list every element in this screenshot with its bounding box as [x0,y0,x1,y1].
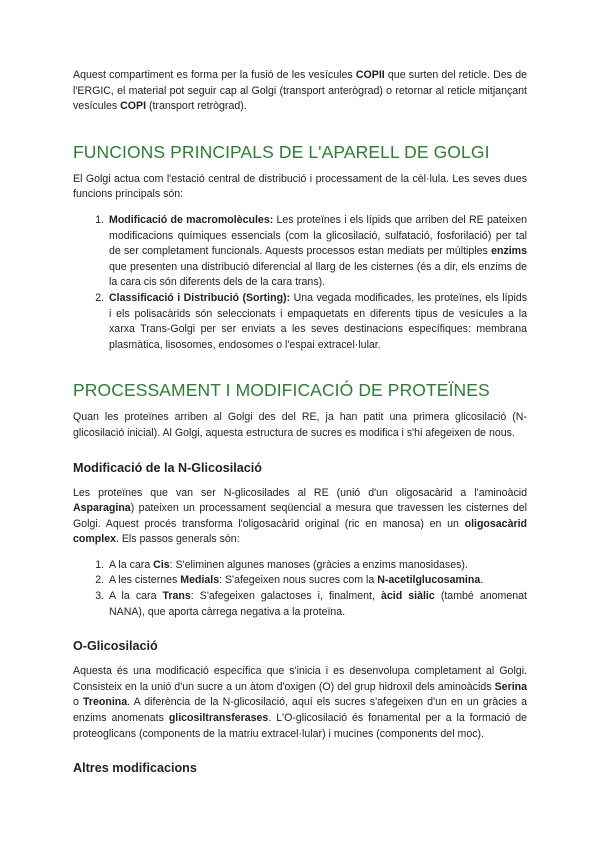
o-glycosylation-paragraph: Aquesta és una modificació específica que s'inicia i es desenvolupa completament al Golgi. Consisteix en la unió d'un sucre a un àtom d'oxigen (O) del grup hidroxil dels aminoàcids Serina o Treonina. A diferència de la N-glicosilació, aquí els sucres s'afegeixen d'un en un gràcies a enzims anomenats glicosiltransferases. L'O-glicosilació és fonamental per a la formació de proteoglicans (components de la matriu extracel·lular) i mucines (components del moc). [73,665,527,740]
section-heading-protein-processing: PROCESSAMENT I MODIFICACIÓ DE PROTEÏNES [73,380,490,401]
golgi-functions-list [73,213,527,353]
n-glycosylation-paragraph: Les proteïnes que van ser N-glicosilades al RE (unió d'un oligosacàrid a l'aminoàcid Asparagina) pateixen un processament seqüencial a mesura que travessen les cisternes del Golgi. Aquest procés transforma l'oligosacàrid original (ric en manosa) en un oligosacàrid complex. Els passos generals són: [73,486,527,546]
golgi-functions-intro: El Golgi actua com l'estació central de distribució i processament de la cèl·lula. Les seves dues funcions principals són: [73,172,527,201]
section-heading-golgi-functions: FUNCIONS PRINCIPALS DE L'APARELL DE GOLGI [73,141,490,162]
protein-processing-intro: Quan les proteïnes arriben al Golgi des del RE, ja han patit una primera glicosilació (N-glicosilació inicial). Al Golgi, aquesta estructura de sucres es modifica i s'hi afegeixen de nous. [73,411,527,439]
list-item: 2. Classificació i Distribució (Sorting): Una vegada modificades, les proteïnes, els lípids i els polisacàrids són seleccionats i empaquetats en diferents tipus de vesícules a la xarxa Trans-Golgi per ser enviats a les seves destinacions específiques: membrana plasmàtica, lisosomes, endosomes o l'espai extracel·lular. [107,291,527,353]
intro-paragraph: Aquest compartiment es forma per la fusió de les vesícules COPII que surten del reticle. Des de l'ERGIC, el material pot seguir cap al Golgi (transport anterògrad) o retornar al reticle mitjançant vesícules COPI (transport retrògrad). [73,69,527,113]
list-item: 3. A la cara Trans: S'afegeixen galactoses i, finalment, àcid siàlic (també anomenat NANA), que aporta càrrega negativa a la proteïna. [107,589,527,620]
n-glycosylation-steps [73,558,527,620]
list-item: 2. A les cisternes Medials: S'afegeixen nous sucres com la N-acetilglucosamina. [107,573,527,589]
subheading-other-modifications: Altres modificacions [73,761,197,776]
list-item: 1. Modificació de macromolècules: Les proteïnes i els lípids que arriben del RE pateixen modificacions químiques essencials (com la glicosilació, sulfatació, fosforilació) per tal de ser completament funcionals. Aquests processos estan mediats per múltiples enzims que presenten una distribució diferencial al llarg de les cisternes (és a dir, els enzims de la cara cis són diferents dels de la cara trans). [107,213,527,291]
list-item: 1. A la cara Cis: S'eliminen algunes manoses (gràcies a enzims manosidases). [107,558,527,574]
subheading-o-glycosylation: O-Glicosilació [73,639,158,654]
subheading-n-glycosylation: Modificació de la N-Glicosilació [73,460,262,475]
